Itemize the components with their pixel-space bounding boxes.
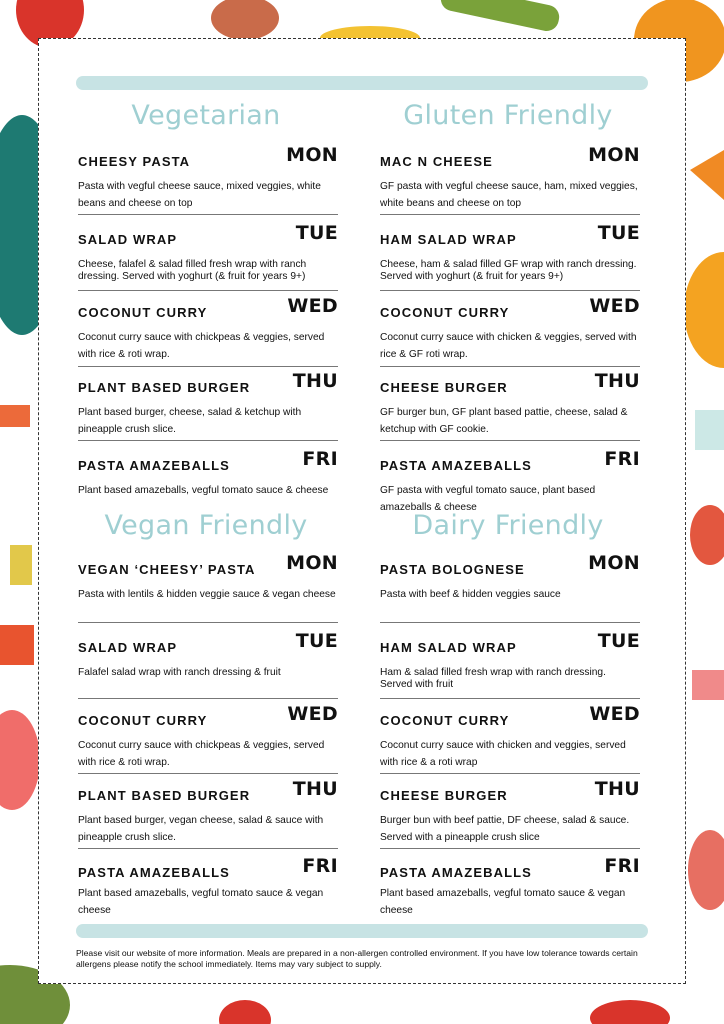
item-day: FRI: [302, 855, 338, 877]
item-day: THU: [594, 778, 640, 800]
divider: [78, 773, 338, 774]
item-name: CHEESY PASTA: [78, 154, 191, 169]
item-name: COCONUT CURRY: [78, 305, 208, 320]
section-title-gluten-friendly: Gluten Friendly: [403, 100, 613, 131]
item-description: Coconut curry sauce with chicken and veggies, served with rice & a roti wrap: [380, 740, 626, 768]
section-title-vegan-friendly: Vegan Friendly: [104, 510, 308, 541]
item-description: Plant based amazeballs, vegful tomato sauce & cheese: [78, 485, 329, 496]
decor-herb-left: [10, 545, 32, 585]
item-day: TUE: [597, 222, 640, 244]
decor-orange-right: [684, 252, 724, 368]
bottom-band: [76, 924, 648, 938]
divider: [380, 773, 640, 774]
item-description: Burger bun with beef pattie, DF cheese, salad & sauce. Served with a pineapple crush slice: [380, 815, 630, 843]
divider: [380, 622, 640, 623]
top-band: [76, 76, 648, 90]
divider: [380, 440, 640, 441]
item-day: THU: [292, 370, 338, 392]
item-name: SALAD WRAP: [78, 232, 178, 247]
item-day: TUE: [295, 222, 338, 244]
item-description: GF pasta with vegful cheese sauce, ham, mixed veggies, white beans and cheese on top: [380, 181, 638, 209]
item-name: VEGAN ‘CHEESY’ PASTA: [78, 562, 256, 577]
item-day: WED: [287, 295, 338, 317]
section-title-vegetarian: Vegetarian: [131, 100, 281, 131]
footer-note: Please visit our website of more information. Meals are prepared in a non-allergen controlled environment. If you have low tolerance towards certain allergens please notify the school immediately. Items may vary subject to supply.: [76, 948, 638, 969]
item-name: COCONUT CURRY: [380, 305, 510, 320]
item-name: CHEESE BURGER: [380, 380, 508, 395]
item-name: PASTA BOLOGNESE: [380, 562, 525, 577]
item-day: TUE: [597, 630, 640, 652]
item-day: THU: [292, 778, 338, 800]
item-name: MAC N CHEESE: [380, 154, 493, 169]
divider: [380, 848, 640, 849]
item-name: PLANT BASED BURGER: [78, 380, 251, 395]
item-day: MON: [286, 552, 338, 574]
item-description: Pasta with vegful cheese sauce, mixed veggies, white beans and cheese on top: [78, 181, 321, 209]
decor-pepper-bottom: [590, 1000, 670, 1024]
item-description: Coconut curry sauce with chickpeas & veggies, served with rice & roti wrap.: [78, 332, 325, 360]
divider: [78, 440, 338, 441]
decor-radish: [211, 0, 279, 40]
item-name: HAM SALAD WRAP: [380, 232, 517, 247]
decor-carrot-left: [0, 405, 30, 427]
item-name: PASTA AMAZEBALLS: [380, 458, 532, 473]
item-day: FRI: [302, 448, 338, 470]
item-description: Plant based amazeballs, vegful tomato sauce & vegan cheese: [78, 888, 324, 916]
item-day: MON: [286, 144, 338, 166]
item-description: GF burger bun, GF plant based pattie, cheese, salad & ketchup with GF cookie.: [380, 407, 628, 435]
divider: [78, 290, 338, 291]
item-name: HAM SALAD WRAP: [380, 640, 517, 655]
divider: [380, 698, 640, 699]
item-day: WED: [287, 703, 338, 725]
decor-tomato-left: [0, 710, 40, 810]
divider: [78, 214, 338, 215]
item-day: FRI: [604, 448, 640, 470]
item-day: THU: [594, 370, 640, 392]
item-description: Plant based burger, cheese, salad & ketchup with pineapple crush slice.: [78, 407, 302, 435]
decor-carrot-right: [690, 150, 724, 200]
decor-radish-right: [688, 830, 724, 910]
item-description: Plant based burger, vegan cheese, salad & sauce with pineapple crush slice.: [78, 815, 324, 843]
divider: [78, 848, 338, 849]
item-day: MON: [588, 552, 640, 574]
item-description: Cheese, ham & salad filled GF wrap with ranch dressing. Served with yoghurt (& fruit for years 9+): [380, 259, 637, 282]
item-day: FRI: [604, 855, 640, 877]
item-day: MON: [588, 144, 640, 166]
item-name: SALAD WRAP: [78, 640, 178, 655]
item-description: Plant based amazeballs, vegful tomato sauce & vegan cheese: [380, 888, 626, 916]
section-title-dairy-friendly: Dairy Friendly: [412, 510, 604, 541]
item-description: Coconut curry sauce with chickpeas & veggies, served with rice & roti wrap.: [78, 740, 325, 768]
item-description: GF pasta with vegful tomato sauce, plant based amazeballs & cheese: [380, 485, 596, 513]
item-name: COCONUT CURRY: [380, 713, 510, 728]
item-name: COCONUT CURRY: [78, 713, 208, 728]
item-name: PASTA AMAZEBALLS: [380, 865, 532, 880]
divider: [78, 622, 338, 623]
divider: [78, 366, 338, 367]
item-day: WED: [589, 703, 640, 725]
item-name: PASTA AMAZEBALLS: [78, 458, 230, 473]
divider: [380, 366, 640, 367]
item-name: CHEESE BURGER: [380, 788, 508, 803]
item-description: Ham & salad filled fresh wrap with ranch dressing. Served with fruit: [380, 667, 606, 690]
decor-cucumber: [439, 0, 562, 33]
item-day: TUE: [295, 630, 338, 652]
decor-herb-right: [695, 410, 724, 450]
divider: [380, 214, 640, 215]
decor-tomato-bottom: [219, 1000, 271, 1024]
item-description: Pasta with lentils & hidden veggie sauce & vegan cheese: [78, 589, 336, 600]
item-description: Pasta with beef & hidden veggies sauce: [380, 589, 561, 600]
divider: [78, 698, 338, 699]
item-name: PLANT BASED BURGER: [78, 788, 251, 803]
divider: [380, 290, 640, 291]
decor-chili-right: [692, 670, 724, 700]
item-name: PASTA AMAZEBALLS: [78, 865, 230, 880]
item-description: Cheese, falafel & salad filled fresh wrap with ranch dressing. Served with yoghurt (& fruit for years 9+): [78, 259, 307, 282]
decor-pepper-left: [0, 625, 34, 665]
item-day: WED: [589, 295, 640, 317]
item-description: Falafel salad wrap with ranch dressing & fruit: [78, 667, 281, 678]
decor-strawberry-right: [690, 505, 724, 565]
item-description: Coconut curry sauce with chicken & veggies, served with rice & GF roti wrap.: [380, 332, 637, 360]
